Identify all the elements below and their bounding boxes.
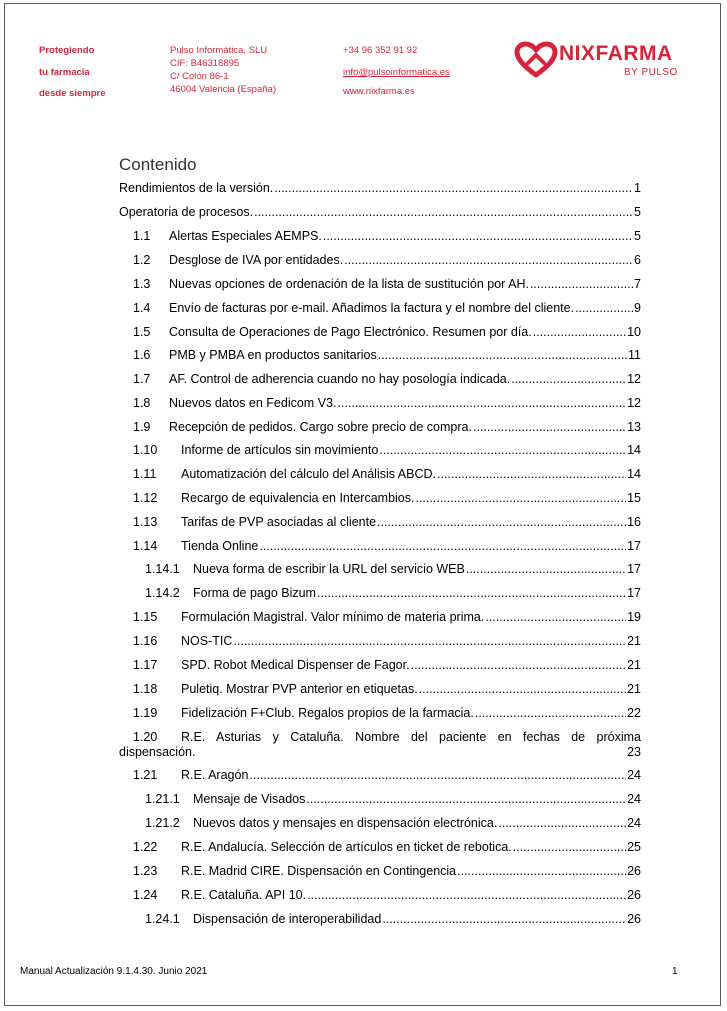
toc-entry-text: Tarifas de PVP asociadas al cliente <box>181 515 377 529</box>
toc-entry-text: Recargo de equivalencia en Intercambios. <box>181 491 415 505</box>
toc-entry[interactable] <box>133 491 641 505</box>
toc-entry[interactable] <box>133 277 641 291</box>
toc-leader-dots <box>475 706 626 720</box>
toc-leader-dots <box>307 888 626 902</box>
toc-entry-page: 26 <box>627 912 641 926</box>
toc-entry-page: 19 <box>627 610 641 624</box>
toc-leader-dots <box>411 658 627 672</box>
toc-entry-number: 1.24.1 <box>145 912 180 926</box>
contact-web[interactable]: www.nixfarma.es <box>343 86 415 97</box>
toc-entry-number: 1.15 <box>133 610 158 624</box>
toc-entry[interactable] <box>133 634 641 648</box>
toc-entry-page: 21 <box>627 658 641 672</box>
toc-entry-text: Fidelización F+Club. Regalos propios de la farmacia. <box>181 706 474 720</box>
toc-entry[interactable] <box>133 706 641 720</box>
toc-leader-dots <box>533 325 626 339</box>
toc-entry[interactable] <box>119 181 641 195</box>
toc-entry-text: Nuevas opciones de ordenación de la lista de sustitución por AH. <box>169 277 529 291</box>
toc-entry-text: Alertas Especiales AEMPS. <box>169 229 322 243</box>
toc-entry[interactable] <box>133 730 641 744</box>
toc-entry-page: 26 <box>627 888 641 902</box>
toc-entry[interactable] <box>145 586 641 600</box>
toc-entry[interactable] <box>133 420 641 434</box>
toc-entry-number: 1.11 <box>133 467 157 481</box>
toc-entry-page: 24 <box>627 792 641 806</box>
toc-entry-number: 1.5 <box>133 325 151 339</box>
toc-leader-dots <box>419 682 626 696</box>
toc-leader-dots <box>466 562 626 576</box>
toc-entry[interactable] <box>133 301 641 315</box>
toc-entry-page: 10 <box>627 325 641 339</box>
toc-entry-text: R.E. Cataluña. API 10. <box>181 888 307 902</box>
toc-entry-page: 25 <box>627 840 641 854</box>
toc-leader-dots <box>575 301 633 315</box>
slogan-line: tu farmacia <box>39 67 90 78</box>
toc-entry[interactable] <box>133 539 641 553</box>
toc-entry-text: Nuevos datos en Fedicom V3. <box>169 396 337 410</box>
company-cif: CIF: B46318895 <box>170 58 240 69</box>
toc-leader-dots <box>259 539 626 553</box>
toc-entry-number: 1.1 <box>133 229 151 243</box>
toc-leader-dots <box>344 253 633 267</box>
toc-entry-number: 1.4 <box>133 301 151 315</box>
toc-leader-dots <box>323 229 633 243</box>
toc-entry-page: 24 <box>627 816 641 830</box>
toc-entry[interactable] <box>133 658 641 672</box>
toc-leader-dots <box>377 515 626 529</box>
toc-entry[interactable] <box>133 443 641 457</box>
toc-leader-dots <box>415 491 626 505</box>
toc-entry-text: Mensaje de Visados <box>193 792 306 806</box>
toc-entry-number: 1.23 <box>133 864 158 878</box>
toc-leader-dots <box>485 610 626 624</box>
toc-entry-page: 12 <box>627 396 641 410</box>
toc-entry[interactable] <box>133 682 641 696</box>
logo-name: NIXFARMA <box>559 42 673 65</box>
toc-entry-text: dispensación. <box>119 745 196 759</box>
toc-entry-page: 21 <box>627 634 641 648</box>
toc-entry-text: R.E. Asturias y Cataluña. Nombre del paciente en fechas de próxima <box>181 730 641 744</box>
toc-entry-page: 9 <box>634 301 641 315</box>
toc-entry-page: 14 <box>627 443 641 457</box>
toc-entry-text: Rendimientos de la versión. <box>119 181 274 195</box>
toc-entry[interactable] <box>133 372 641 386</box>
toc-entry-page: 17 <box>627 539 641 553</box>
toc-entry-number: 1.7 <box>133 372 151 386</box>
toc-entry-number: 1.14 <box>133 539 158 553</box>
company-city: 46004 Valencia (España) <box>170 84 276 95</box>
toc-entry[interactable] <box>133 467 641 481</box>
toc-entry-number: 1.20 <box>133 730 158 744</box>
toc-entry-page: 23 <box>627 745 641 759</box>
toc-leader-dots <box>513 840 626 854</box>
toc-entry[interactable] <box>133 396 641 410</box>
toc-entry-text: SPD. Robot Medical Dispenser de Fagor. <box>181 658 410 672</box>
toc-entry[interactable] <box>145 816 641 830</box>
toc-entry-text: Desglose de IVA por entidades. <box>169 253 344 267</box>
toc-entry[interactable] <box>133 610 641 624</box>
toc-entry-continuation[interactable] <box>119 745 641 759</box>
toc-leader-dots <box>306 792 626 806</box>
toc-entry-page: 5 <box>634 229 641 243</box>
toc-entry-text: Formulación Magistral. Valor mínimo de materia prima. <box>181 610 485 624</box>
toc-leader-dots <box>254 205 633 219</box>
toc-entry-number: 1.16 <box>133 634 158 648</box>
toc-entry-text: Forma de pago Bizum <box>193 586 316 600</box>
toc-entry-text: Consulta de Operaciones de Pago Electrónico. Resumen por día. <box>169 325 532 339</box>
toc-entry-text: Envío de facturas por e-mail. Añadimos la factura y el nombre del cliente. <box>169 301 575 315</box>
toc-entry-number: 1.13 <box>133 515 158 529</box>
toc-entry[interactable] <box>145 792 641 806</box>
toc-entry-text: PMB y PMBA en productos sanitarios <box>169 348 377 362</box>
toc-entry-number: 1.22 <box>133 840 158 854</box>
toc-entry[interactable] <box>133 840 641 854</box>
toc-entry-number: 1.21.2 <box>145 816 180 830</box>
toc-entry-text: Puletiq. Mostrar PVP anterior en etiquetas. <box>181 682 418 696</box>
toc-entry[interactable] <box>119 205 641 219</box>
company-name: Pulso Informática, SLU <box>170 45 268 56</box>
toc-entry[interactable] <box>133 348 641 362</box>
toc-entry[interactable] <box>133 325 641 339</box>
toc-entry-page: 24 <box>627 768 641 782</box>
toc-entry-number: 1.12 <box>133 491 158 505</box>
toc-entry-text: NOS-TIC <box>181 634 233 648</box>
toc-entry-page: 16 <box>627 515 641 529</box>
toc-entry-number: 1.14.1 <box>145 562 180 576</box>
toc-entry-page: 5 <box>634 205 641 219</box>
toc-leader-dots <box>317 586 626 600</box>
toc-entry-text: Recepción de pedidos. Cargo sobre precio de compra. <box>169 420 472 434</box>
toc-entry-text: Dispensación de interoperabilidad <box>193 912 382 926</box>
toc-entry-page: 7 <box>634 277 641 291</box>
toc-entry-number: 1.6 <box>133 348 151 362</box>
logo-sub: BY PULSO <box>624 67 678 78</box>
toc-entry-number: 1.18 <box>133 682 158 696</box>
toc-entry-text: AF. Control de adherencia cuando no hay posología indicada. <box>169 372 511 386</box>
toc-leader-dots <box>233 634 626 648</box>
nixfarma-logo <box>514 41 684 81</box>
toc-entry[interactable] <box>133 229 641 243</box>
toc-entry-page: 13 <box>627 420 641 434</box>
toc-entry-page: 12 <box>627 372 641 386</box>
heart-logo-icon <box>514 41 558 79</box>
footer-text: Manual Actualización 9.1.4.30. Junio 2021 <box>20 966 208 977</box>
toc-entry-number: 1.10 <box>133 443 158 457</box>
toc-entry-number: 1.3 <box>133 277 151 291</box>
toc-entry[interactable] <box>145 912 641 926</box>
toc-leader-dots <box>337 396 626 410</box>
toc-entry-page: 6 <box>634 253 641 267</box>
toc-entry-text: Nuevos datos y mensajes en dispensación electrónica. <box>193 816 498 830</box>
toc-entry-text: R.E. Madrid CIRE. Dispensación en Contingencia <box>181 864 457 878</box>
toc-leader-dots <box>379 443 626 457</box>
toc-entry-text: R.E. Andalucía. Selección de artículos en ticket de rebotica. <box>181 840 512 854</box>
toc-leader-dots <box>511 372 626 386</box>
toc-leader-dots <box>378 348 627 362</box>
contact-email[interactable]: info@pulsoinformatica.es <box>343 67 450 78</box>
company-address: C/ Colón 86-1 <box>170 71 229 82</box>
toc-entry[interactable] <box>133 864 641 878</box>
toc-leader-dots <box>382 912 626 926</box>
toc-entry-page: 11 <box>628 348 641 362</box>
toc-title: Contenido <box>119 155 197 174</box>
toc-entry-number: 1.9 <box>133 420 151 434</box>
toc-entry[interactable] <box>133 515 641 529</box>
toc-entry-number: 1.17 <box>133 658 158 672</box>
slogan-line: desde siempre <box>39 88 106 99</box>
toc-entry[interactable] <box>133 253 641 267</box>
toc-entry[interactable] <box>145 562 641 576</box>
toc-entry-number: 1.21 <box>133 768 158 782</box>
toc-entry-number: 1.8 <box>133 396 151 410</box>
toc-entry-number: 1.21.1 <box>145 792 180 806</box>
toc-leader-dots <box>473 420 626 434</box>
toc-entry-page: 14 <box>627 467 641 481</box>
toc-entry-text: Nueva forma de escribir la URL del servicio WEB <box>193 562 465 576</box>
toc-entry-text: Operatoria de procesos. <box>119 205 254 219</box>
toc-entry-text: R.E. Aragón <box>181 768 249 782</box>
toc-leader-dots <box>249 768 626 782</box>
toc-leader-dots <box>457 864 626 878</box>
toc-leader-dots <box>437 467 626 481</box>
toc-entry-number: 1.19 <box>133 706 158 720</box>
toc-leader-dots <box>274 181 633 195</box>
contact-phone: +34 96 352 91 92 <box>343 45 418 56</box>
toc-leader-dots <box>530 277 633 291</box>
toc-entry-page: 15 <box>627 491 641 505</box>
toc-entry-page: 1 <box>634 181 641 195</box>
toc-leader-dots <box>498 816 626 830</box>
toc-entry-page: 21 <box>627 682 641 696</box>
toc-entry-number: 1.14.2 <box>145 586 180 600</box>
toc-entry-text: Automatización del cálculo del Análisis ABCD. <box>181 467 436 481</box>
footer-page-number: 1 <box>672 966 678 977</box>
toc-entry[interactable] <box>133 768 641 782</box>
toc-entry[interactable] <box>133 888 641 902</box>
toc-entry-text: Informe de artículos sin movimiento <box>181 443 379 457</box>
toc-entry-text: Tienda Online <box>181 539 259 553</box>
toc-entry-number: 1.2 <box>133 253 151 267</box>
slogan-line: Protegiendo <box>39 45 95 56</box>
toc-entry-page: 26 <box>627 864 641 878</box>
toc-entry-page: 22 <box>627 706 641 720</box>
toc-entry-page: 17 <box>627 586 641 600</box>
toc-entry-page: 17 <box>627 562 641 576</box>
toc-entry-number: 1.24 <box>133 888 158 902</box>
